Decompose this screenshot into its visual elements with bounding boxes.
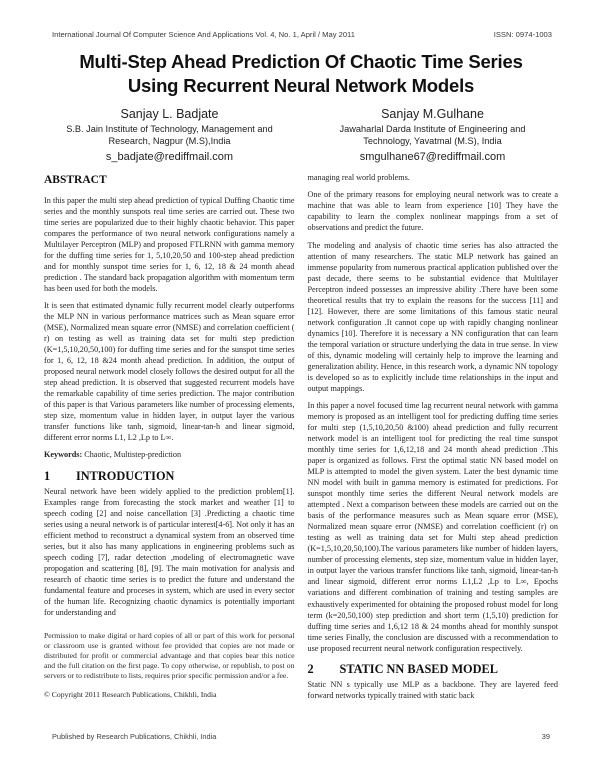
author-1-affil-line2: Research, Nagpur (M.S),India xyxy=(108,135,231,146)
section-1-title: INTRODUCTION xyxy=(76,468,175,483)
author-1-affil-line1: S.B. Jain Institute of Technology, Management and xyxy=(66,123,273,134)
page-footer xyxy=(52,732,550,741)
abstract-paragraph-2: It is seen that estimated dynamic fully recurrent model clearly outperforms the MLP NN in various performance matrices such as Mean square error (MSE), Normalized mean square error (NMSE) and correlation coefficient ( r) on testing as well as training data set for multi step prediction (K=1,5,10,20,50,100) for duffing time series and for the sunspot time series for 1, 6, 12, 18 &24 month ahead prediction. In addition, the output of proposed neural network model closely follows the desired output for all the step ahead prediction. It is observed that suggested recurrent models have the remarkable capability of time series prediction. The major contribution of this paper is that Various parameters like number of processing elements, step size, momentum value in hidden layer, in output layer the various transfer functions like tanh, sigmoid, linear-tan-h and linear sigmoid, different error norms L1, L2 ,Lp to L∞. xyxy=(44,301,295,443)
author-2-affil-line1: Jawaharlal Darda Institute of Engineering and xyxy=(339,123,526,134)
static-nn-paragraph: Static NN s typically use MLP as a backbone. They are layered feed forward networks typically trained with static back xyxy=(307,680,558,701)
section-2-number: 2 xyxy=(307,661,314,676)
intro-paragraph: Neural network have been widely applied to the prediction problem[1]. Examples range from forecasting the stock market and weather [1] to speech coding [2] and noise cancellation [3] .Predicting a chaotic time series using a neural network is of particular interest[4-6]. Not only it has an efficient method to reconstruct a dynamical system from an observed time series, but it also has many applications in engineering problems such as speech coding [7], radar detection ,modeling of electromagnetic wave propogation and scattering [8], [9]. The main motivation for analysis and research of chaotic time series is to predict the future and understand the fundamental feature and proceses in system, which are used in every sector of the human life. Recognizing chaotic dynamics is potentially important for understanding and xyxy=(44,487,295,618)
author-2-affiliation xyxy=(307,124,558,148)
paper-title-line2: Using Recurrent Neural Network Models xyxy=(127,75,475,97)
right-paragraph-0: managing real world problems. xyxy=(307,173,410,183)
two-column-body xyxy=(44,172,558,707)
section-2-title: STATIC NN BASED MODEL xyxy=(339,661,498,676)
right-paragraph-1: One of the primary reasons for employing neural network was to create a machine that was able to learn from experience [10] They have the capability to learn the complex nonlinear mappings from a set of observations and predict the future. xyxy=(307,190,558,233)
author-1-name: Sanjay L. Badjate xyxy=(120,106,219,121)
section-1-number: 1 xyxy=(44,468,51,483)
author-2-affil-line2: Technology, Yavatmal (M.S), India xyxy=(363,135,502,146)
author-1-email: s_badjate@rediffmail.com xyxy=(105,151,234,164)
right-paragraph-2: The modeling and analysis of chaotic time series has also attracted the attention of many researchers. The static MLP network has gained an immense popularity from numerous practical application published over the past decade, there seems to be substantial evidence that Multilayer Perceptron indeed possesses an impressive ability .There have been some theoretical results that try to explain the reasons for the success [11] and [12]. However, there are some limitations of this famous static neural network configuration .It cannot cope up with rapidly changing nonlinear dynamics [10]. Therefore it is necessary a NN configuration that can learn the temporal variation or structure underlying the data in true sense. In view of this, dynamic modeling will certainly help to improve the learning and generalization ability. Hence, in this research work, a dynamic NN topology is developed so as to explicitly include time relationships in the input and output mappings. xyxy=(307,240,558,393)
right-column xyxy=(308,172,559,707)
keywords-line xyxy=(44,449,295,460)
author-2-email: smgulhane67@rediffmail.com xyxy=(359,151,506,164)
journal-name: International Journal Of Computer Science And Applications Vol. 4, No. 1, April / May 2011 xyxy=(52,30,355,39)
author-1 xyxy=(44,107,295,164)
paper-title-line1: Multi-Step Ahead Prediction Of Chaotic Time Series xyxy=(79,51,523,72)
section-1-heading xyxy=(44,468,295,485)
page-number: 39 xyxy=(541,732,550,741)
issn-number: ISSN: 0974-1003 xyxy=(493,30,552,39)
author-2-name: Sanjay M.Gulhane xyxy=(381,106,484,121)
keywords-label: Keywords: xyxy=(44,450,83,460)
permission-note: Permission to make digital or hard copies of all or part of this work for personal or classroom use is granted without fee provided that copies are not made or distributed for profit or commercial advantage and that copies bear this notice and the full citation on the first page. To copy otherwise, or republish, to post on servers or to redistribute to lists, requires prior specific permission and/or a fee. xyxy=(44,631,295,681)
abstract-paragraph-1: In this paper the multi step ahead prediction of typical Duffing Chaotic time series and the monthly sunspots real time series are carried out. These two time series are popularized due to their highly chaotic behavior. This paper compares the performance of two neural network configurations namely a Multilayer Perceptron (MLP) and proposed FTLRNN with gamma memory for the duffing time series for 1, 5,10,20,50 and 100-step ahead prediction and for monthly sunspot time series for 1, 6, 12, 18 & 24 month ahead prediction . The standard back propagation algorithm with momentum term has been used for both the models. xyxy=(44,195,295,294)
paper-title xyxy=(44,50,558,99)
publisher-line: Published by Research Publications, Chikhli, India xyxy=(52,732,217,741)
left-column xyxy=(44,172,295,707)
keywords-text: Chaotic, Multistep-prediction xyxy=(82,450,182,460)
author-2 xyxy=(307,107,558,164)
author-block xyxy=(44,107,558,164)
section-2-heading xyxy=(308,661,559,678)
right-paragraph-3: In this paper a novel focused time lag recurrent neural network with gamma memory is proposed as an intelligent tool for predicting duffing time series for multi step (1,5,10,20,50 &100) ahead prediction and fully recurrent network model is an intelligent tool for predicting the real time sunspot monthly time series for 1,6,12,18 and 24 month ahead prediction .This paper is organized as follows. First the optimal static NN based model on MLP is attempted to model the given system. Later the best dynamic time NN model with built in gamma memory is estimated for predictions. For sunspot monthly time series the different Neural network models are attempted . Next a comparison between these models are carried out on the basis of the performance measures such as Mean square error (MSE), Normalized mean square error (NMSE) and correlation coefficient (r) on testing as well as training data set for Multi step ahead prediction (K=1,5,10,20,50,100).The various parameters like number of hidden layers, number of processing elements, step size, momentum value in hidden layer, in output layer the various transfer functions like tanh, sigmoid, linear-tan-h and linear sigmoid, different error norms L1,L2 ,Lp to L∞, Epochs variations and different combination of training and testing samples are exhaustively experimented for obtaining the proposed robust model for long term (k=20,50,100) step prediction and short term (1,5,10) prediction for duffing time series and 1,6,12 18 & 24 months ahead for monthly sunspot time series Finally, the conclusion are discussed with a recommendation to use proposed recurrent neural network configuration respectively. xyxy=(307,400,558,653)
copyright-line: © Copyright 2011 Research Publications, Chikhli, India xyxy=(44,690,217,700)
author-1-affiliation xyxy=(44,124,295,148)
page-header xyxy=(44,30,558,39)
abstract-heading: ABSTRACT xyxy=(44,174,107,187)
